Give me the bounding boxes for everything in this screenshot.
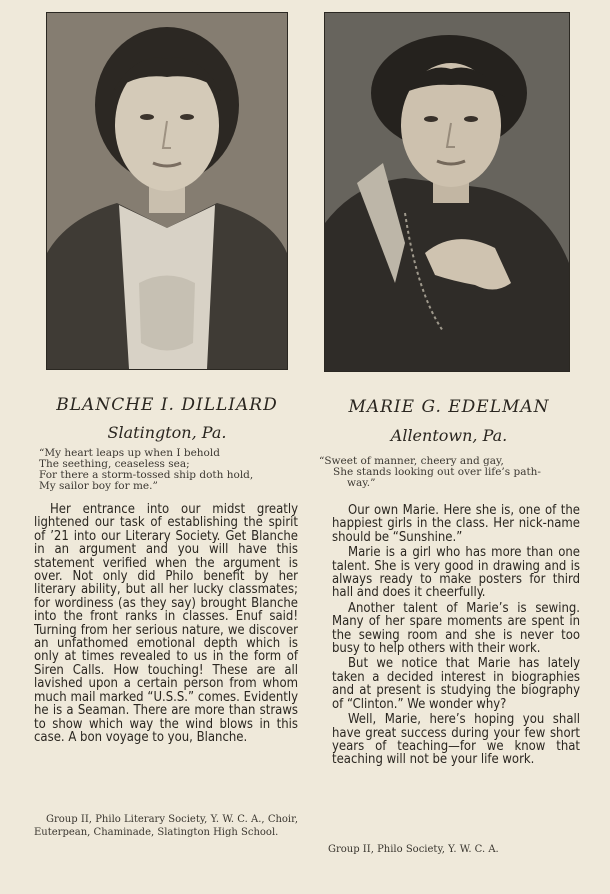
biography-paragraph: But we notice that Marie has lately taken a decided interest in biographies and at present is studying the biography of “Clinton.” We wonder why? [332, 656, 580, 712]
student-name: MARIE G. EDELMAN [348, 397, 550, 417]
hometown: Allentown, Pa. [390, 426, 508, 445]
portrait-photo-marie [324, 12, 570, 372]
verse-line: way.” [347, 477, 376, 489]
biography-paragraph: Her entrance into our midst greatly lightened our task of establishing the spirit of ’21 into our Literary Society. Get Blanche in an argument and you will have this statement verified when the argument is over. Not only did Philo benefit by her literary ability, but all her lucky classmates; for wordiness (as they say) brought Blanche into the front ranks in classes. Enuf said! Turning from her serious nature, we discover an unfathomed emotional depth which is only at times revealed to us in the form of Siren Calls. How touching! These are all lavished upon a certain person from whom much mail marked “U.S.S.” comes. Evidently he is a Seaman. There are more than straws to show which way the wind blows in this case. A bon voyage to you, Blanche. [34, 502, 298, 745]
biography-paragraph: Our own Marie. Here she is, one of the happiest girls in the class. Her nick-name should be “Sunshine.” [332, 503, 580, 545]
portrait-photo-blanche [46, 12, 288, 370]
activities-list: Group II, Philo Literary Society, Y. W. C. A., Choir, Euterpean, Chaminade, Slatington High School. [34, 814, 298, 838]
verse-line: She stands looking out over life’s path- [333, 466, 541, 478]
hometown: Slatington, Pa. [107, 423, 227, 442]
biography-text [332, 504, 580, 769]
student-name: BLANCHE I. DILLIARD [56, 395, 278, 415]
activities-list: Group II, Philo Society, Y. W. C. A. [328, 844, 499, 855]
biography-paragraph: Marie is a girl who has more than one talent. She is very good in drawing and is always ready to make posters for third hall and does it cheerfully. [332, 545, 580, 601]
biography-paragraph: Another talent of Marie’s is sewing. Many of her spare moments are spent in the sewing room and she is never too busy to help others with their work. [332, 600, 580, 657]
verse-quote [319, 456, 581, 489]
verse-line: The seething, ceaseless sea; [39, 458, 190, 470]
verse-line: “Sweet of manner, cheery and gay, [319, 455, 504, 467]
verse-line: My sailor boy for me.” [39, 480, 158, 492]
verse-quote [39, 448, 299, 492]
verse-line: For there a storm-tossed ship doth hold, [39, 469, 254, 481]
verse-line: “My heart leaps up when I behold [39, 447, 220, 459]
biography-paragraph: Well, Marie, here’s hoping you shall have great success during your few short years of teaching—for we know that teaching will not be your life work. [332, 712, 580, 768]
biography-text [34, 503, 298, 746]
